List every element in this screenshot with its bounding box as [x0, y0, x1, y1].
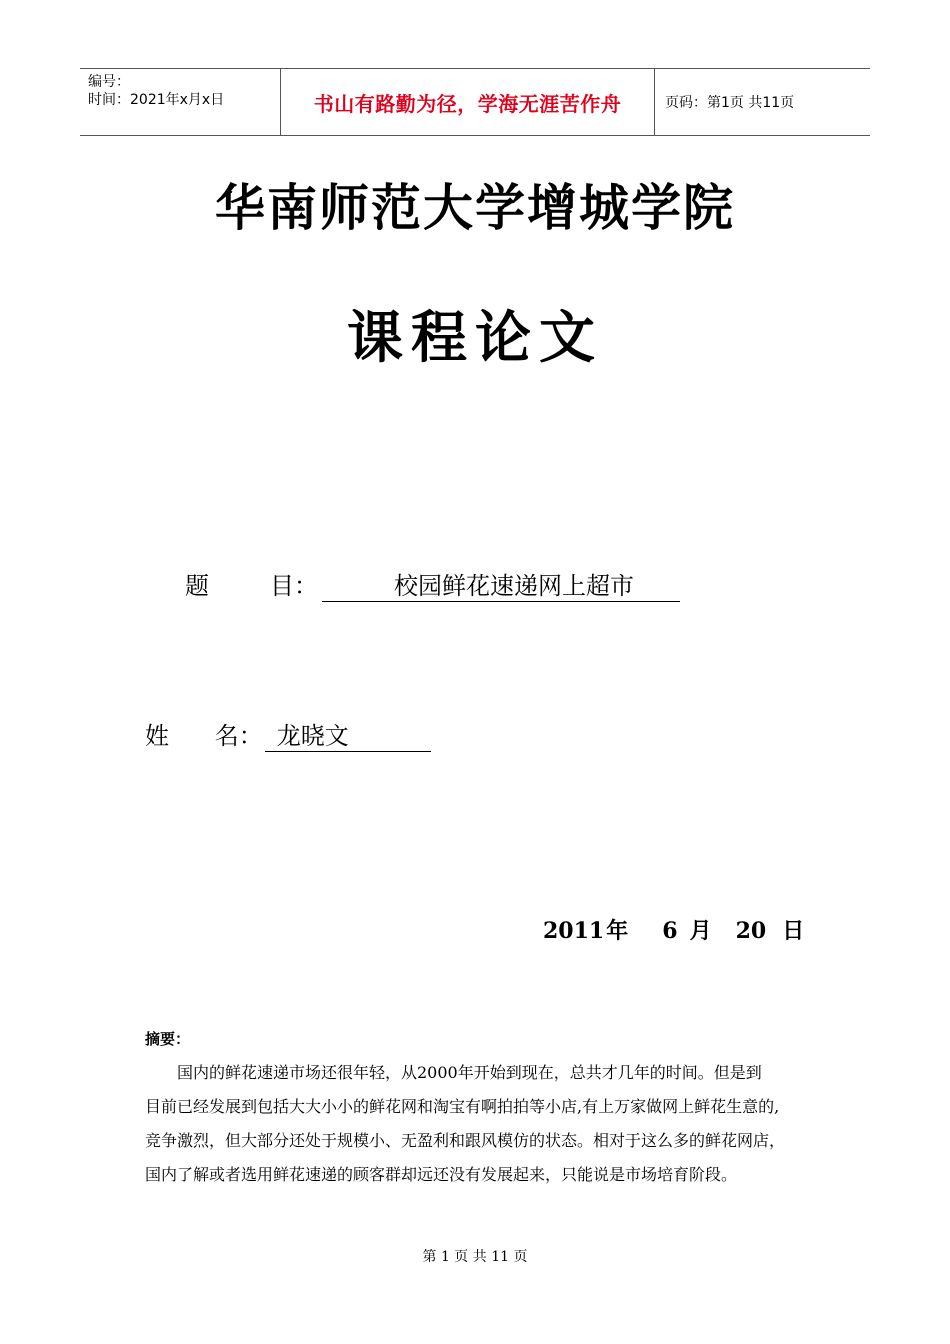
header-meta-cell — [80, 69, 281, 135]
topic-field — [185, 566, 680, 602]
date-day-unit: 日 — [782, 918, 805, 944]
page-footer: 第 1 页 共 11 页 — [422, 1249, 528, 1265]
doc-type-title: 课程论文 — [347, 305, 603, 371]
name-field — [145, 716, 431, 752]
abstract-line: 目前已经发展到包括大大小小的鲜花网和淘宝有啊拍拍等小店,有上万家做网上鲜花生意的, — [145, 1097, 780, 1116]
date-month: 6 — [662, 918, 678, 944]
header-motto-cell — [281, 69, 655, 135]
date-month-unit: 月 — [689, 918, 712, 944]
date-year: 2011 — [543, 918, 605, 944]
abstract-line: 国内的鲜花速递市场还很年轻，从2000年开始到现在，总共才几年的时间。但是到 — [177, 1063, 762, 1082]
time-label: 时间：2021年x月x日 — [88, 92, 225, 108]
name-value: 龙晓文 — [265, 716, 431, 752]
abstract-label: 摘要： — [145, 1030, 191, 1048]
name-label: 姓 名： — [145, 722, 263, 750]
page-info: 页码：第1页 共11页 — [665, 95, 795, 111]
cover-date — [543, 914, 804, 945]
date-day: 20 — [735, 918, 767, 944]
number-label: 编号： — [88, 74, 130, 90]
abstract-line: 竞争激烈，但大部分还处于规模小、无盈利和跟风模仿的状态。相对于这么多的鲜花网店， — [145, 1131, 786, 1150]
motto-text: 书山有路勤为径，学海无涯苦作舟 — [313, 91, 622, 116]
topic-value: 校园鲜花速递网上超市 — [322, 566, 680, 602]
school-title: 华南师范大学增城学院 — [215, 178, 735, 237]
abstract-line: 国内了解或者选用鲜花速递的顾客群却远还没有发展起来，只能说是市场培育阶段。 — [145, 1165, 738, 1184]
date-year-unit: 年 — [606, 918, 629, 944]
header-table — [80, 68, 870, 136]
abstract-paragraph — [145, 1056, 810, 1192]
topic-label: 题 目： — [185, 572, 319, 600]
header-page-cell — [655, 69, 870, 135]
